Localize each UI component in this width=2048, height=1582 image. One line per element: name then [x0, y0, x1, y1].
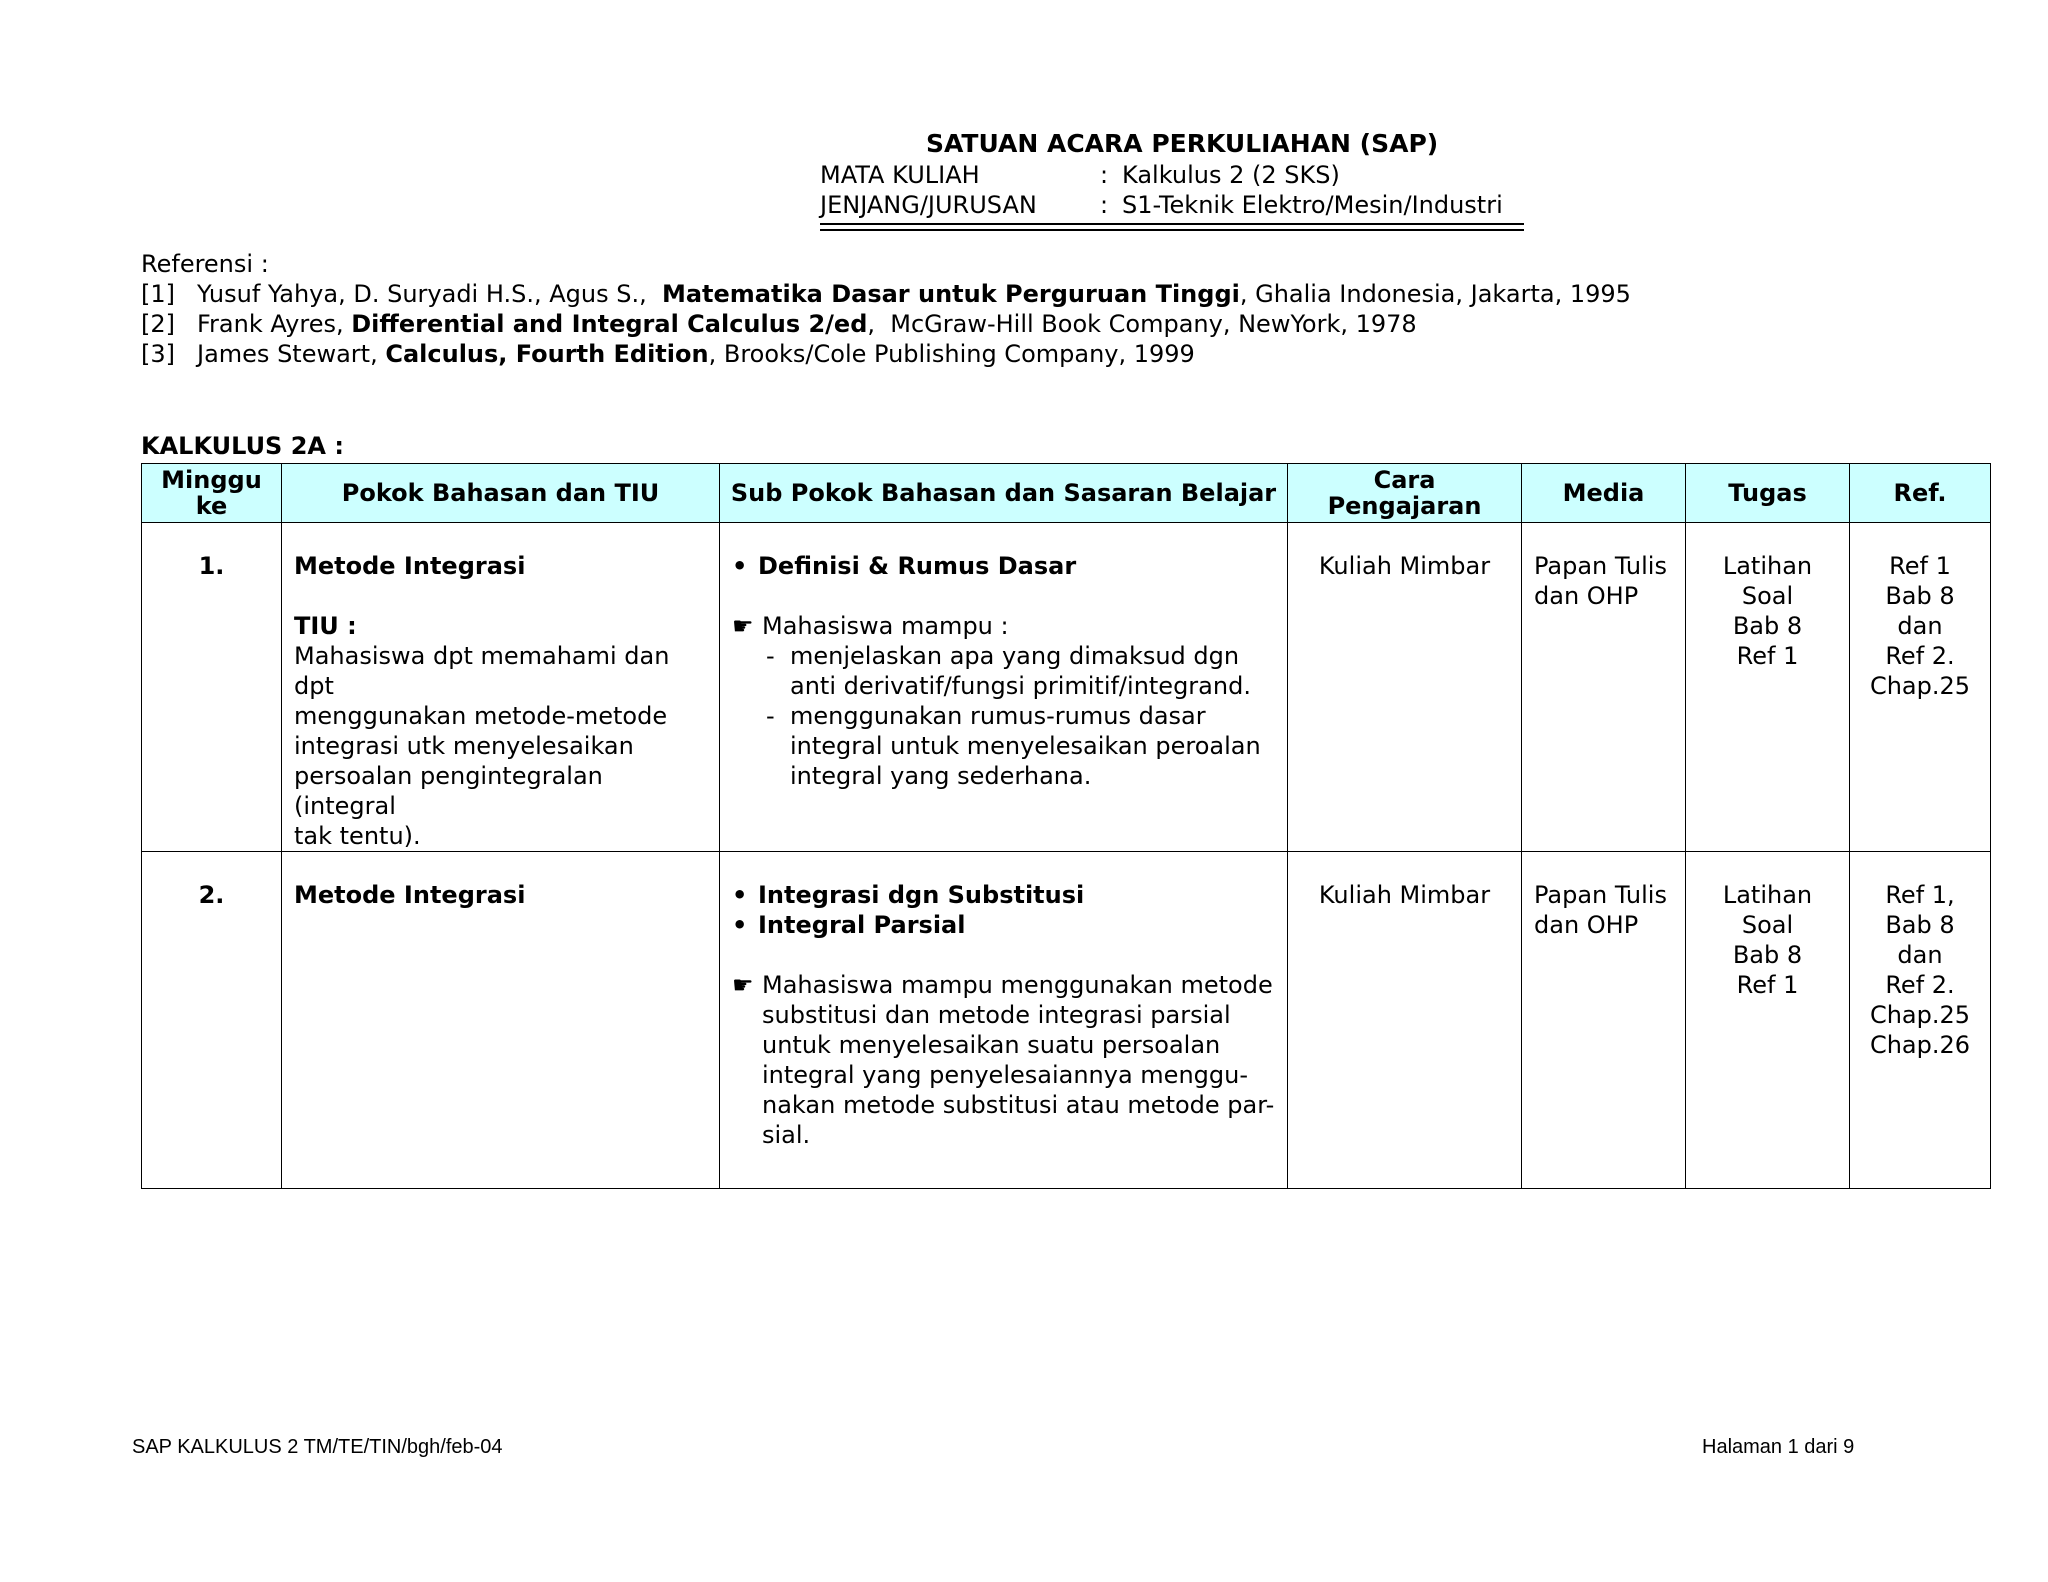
- bullet-icon: •: [732, 552, 748, 580]
- reference-item: [141, 339, 1631, 369]
- header-pokok: Pokok Bahasan dan TIU: [282, 464, 720, 523]
- goal-item: [732, 641, 1275, 701]
- goal-line: substitusi dan metode integrasi parsial: [762, 1001, 1231, 1029]
- cara-cell: Kuliah Mimbar: [1288, 523, 1522, 852]
- tugas-line: Ref 1: [1736, 642, 1799, 670]
- tiu-line: integrasi utk menyelesaikan: [294, 732, 634, 760]
- goal-line: integral yang penyelesaiannya menggu-: [762, 1061, 1248, 1089]
- topic-cell: [282, 852, 720, 1189]
- goal-item: [732, 701, 1275, 791]
- ref-line: Ref 1,: [1885, 881, 1955, 909]
- ref-cell: [1850, 852, 1991, 1189]
- cara-cell: Kuliah Mimbar: [1288, 852, 1522, 1189]
- ref-line: Bab 8: [1885, 582, 1955, 610]
- header-minggu: [142, 464, 282, 523]
- sub-topic-item: [732, 880, 1275, 910]
- course-info-value: S1-Teknik Elektro/Mesin/Industri: [1122, 191, 1503, 219]
- sub-topic-item: [732, 910, 1275, 940]
- table-header-row: [142, 464, 1991, 523]
- reference-author: Frank Ayres,: [197, 310, 352, 338]
- bullet-icon: •: [732, 881, 748, 909]
- reference-title: Matematika Dasar untuk Perguruan Tinggi: [661, 280, 1240, 308]
- week-cell: 2.: [142, 852, 282, 1189]
- goal-line: nakan metode substitusi atau metode par-: [762, 1091, 1275, 1119]
- dash-marker: -: [766, 702, 775, 730]
- goal-line: sial.: [762, 1121, 811, 1149]
- topic-title: Metode Integrasi: [294, 552, 526, 580]
- media-line: Papan Tulis: [1534, 552, 1667, 580]
- bullet-icon: •: [732, 911, 748, 939]
- reference-title: Calculus, Fourth Edition: [385, 340, 709, 368]
- sub-cell: [720, 852, 1288, 1189]
- media-line: Papan Tulis: [1534, 881, 1667, 909]
- footer-page-number: Halaman 1 dari 9: [1702, 1436, 1855, 1458]
- course-info-row: [820, 160, 1523, 190]
- tugas-cell: [1686, 852, 1850, 1189]
- document-title: SATUAN ACARA PERKULIAHAN (SAP): [926, 129, 1439, 158]
- course-info-row: [820, 190, 1523, 220]
- ref-line: Ref 2.: [1885, 971, 1955, 999]
- reference-title: Differential and Integral Calculus 2/ed: [351, 310, 868, 338]
- header-sub: Sub Pokok Bahasan dan Sasaran Belajar: [720, 464, 1288, 523]
- ref-line: Chap.26: [1869, 1031, 1971, 1059]
- spacer: [294, 581, 707, 611]
- reference-author: James Stewart,: [197, 340, 386, 368]
- course-info-key: JENJANG/JURUSAN: [820, 191, 1037, 219]
- pointing-hand-icon: ☛: [732, 971, 754, 999]
- topic-title: Metode Integrasi: [294, 881, 526, 909]
- reference-number: [2]: [141, 310, 175, 338]
- tugas-line: Ref 1: [1736, 971, 1799, 999]
- media-line: dan OHP: [1534, 582, 1639, 610]
- goal-line: menjelaskan apa yang dimaksud dgn: [790, 642, 1240, 670]
- ref-line: dan: [1897, 612, 1943, 640]
- sub-topic-item: [732, 551, 1275, 581]
- references: [141, 249, 1631, 369]
- tiu-label: TIU :: [294, 612, 357, 640]
- spacer: [732, 940, 1275, 970]
- goal-intro-text: Mahasiswa mampu :: [762, 612, 1009, 640]
- tugas-line: Latihan: [1722, 552, 1813, 580]
- reference-publisher: , McGraw-Hill Book Company, NewYork, 1978: [867, 310, 1417, 338]
- tiu-line: menggunakan metode-metode: [294, 702, 668, 730]
- tugas-line: Soal: [1741, 582, 1794, 610]
- tiu-line: Mahasiswa dpt memahami dan dpt: [294, 642, 670, 700]
- ref-cell: [1850, 523, 1991, 852]
- goal-line: anti derivatif/fungsi primitif/integrand.: [790, 672, 1251, 700]
- media-cell: [1522, 852, 1686, 1189]
- header-ref: Ref.: [1850, 464, 1991, 523]
- references-label: Referensi :: [141, 250, 269, 278]
- topic-cell: [282, 523, 720, 852]
- header-rule: [820, 223, 1524, 225]
- tugas-line: Soal: [1741, 911, 1794, 939]
- course-info-key: MATA KULIAH: [820, 161, 980, 189]
- tugas-line: Bab 8: [1732, 612, 1803, 640]
- table-row: [142, 852, 1991, 1189]
- goal-line: integral yang sederhana.: [790, 762, 1092, 790]
- ref-line: Chap.25: [1869, 672, 1971, 700]
- sub-topic-text: Integrasi dgn Substitusi: [758, 881, 1085, 909]
- reference-number: [1]: [141, 280, 175, 308]
- tugas-line: Latihan: [1722, 881, 1813, 909]
- ref-line: Ref 1: [1889, 552, 1951, 580]
- week-cell: 1.: [142, 523, 282, 852]
- dash-marker: -: [766, 642, 775, 670]
- goal-intro: [732, 970, 1275, 1000]
- reference-number: [3]: [141, 340, 175, 368]
- goal-line: integral untuk menyelesaikan peroalan: [790, 732, 1261, 760]
- tiu-line: tak tentu).: [294, 822, 421, 850]
- tugas-line: Bab 8: [1732, 941, 1803, 969]
- reference-item: [141, 279, 1631, 309]
- course-info-sep: :: [1100, 161, 1109, 189]
- header-minggu-line: Minggu: [161, 466, 262, 494]
- header-rule: [820, 229, 1524, 231]
- sub-cell: [720, 523, 1288, 852]
- media-line: dan OHP: [1534, 911, 1639, 939]
- tugas-cell: [1686, 523, 1850, 852]
- goal-intro: [732, 611, 1275, 641]
- sap-table: [141, 463, 1991, 1189]
- footer-doc-id: SAP KALKULUS 2 TM/TE/TIN/bgh/feb-04: [132, 1436, 503, 1458]
- sub-topic-text: Integral Parsial: [758, 911, 966, 939]
- pointing-hand-icon: ☛: [732, 612, 754, 640]
- tiu-line: persoalan pengintegralan (integral: [294, 762, 603, 820]
- course-info: [820, 160, 1523, 220]
- header-tugas: Tugas: [1686, 464, 1850, 523]
- ref-line: Chap.25: [1869, 1001, 1971, 1029]
- goal-line: menggunakan rumus-rumus dasar: [790, 702, 1206, 730]
- header-cara: Cara Pengajaran: [1288, 464, 1522, 523]
- reference-item: [141, 309, 1631, 339]
- section-title: KALKULUS 2A :: [141, 432, 344, 460]
- reference-publisher: , Brooks/Cole Publishing Company, 1999: [708, 340, 1195, 368]
- header-media: Media: [1522, 464, 1686, 523]
- course-info-sep: :: [1100, 191, 1109, 219]
- spacer: [732, 581, 1275, 611]
- goal-line: untuk menyelesaikan suatu persoalan: [762, 1031, 1221, 1059]
- sub-topic-text: Definisi & Rumus Dasar: [758, 552, 1077, 580]
- reference-author: Yusuf Yahya, D. Suryadi H.S., Agus S.,: [197, 280, 662, 308]
- reference-publisher: , Ghalia Indonesia, Jakarta, 1995: [1239, 280, 1631, 308]
- header-minggu-line: ke: [195, 492, 228, 520]
- ref-line: Bab 8: [1885, 911, 1955, 939]
- course-info-value: Kalkulus 2 (2 SKS): [1122, 161, 1340, 189]
- ref-line: Ref 2.: [1885, 642, 1955, 670]
- media-cell: [1522, 523, 1686, 852]
- ref-line: dan: [1897, 941, 1943, 969]
- table-row: [142, 523, 1991, 852]
- goal-line: Mahasiswa mampu menggunakan metode: [762, 971, 1273, 999]
